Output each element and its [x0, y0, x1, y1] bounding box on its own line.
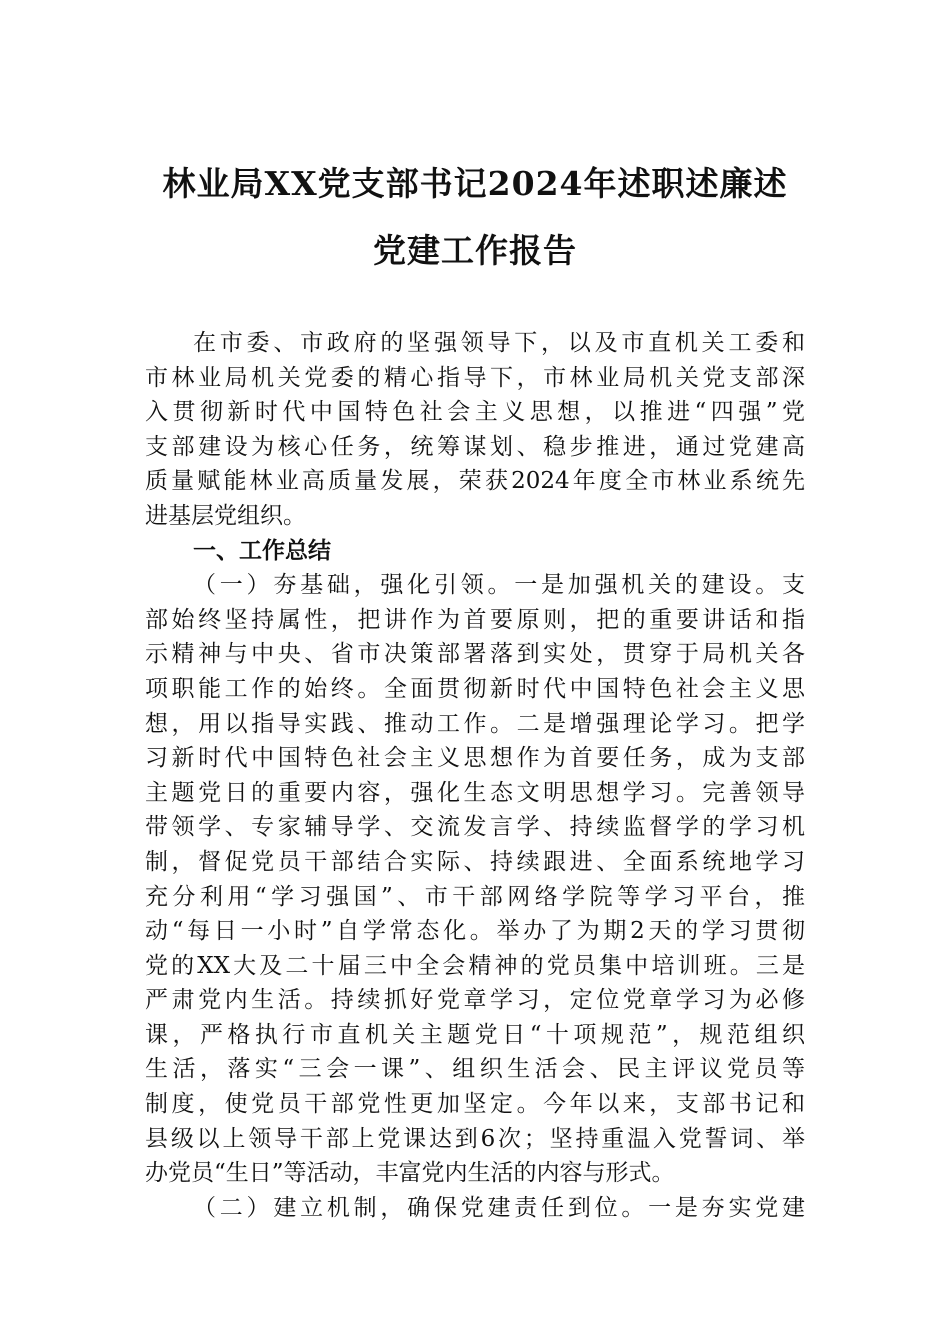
- text-line: 制，督促党员干部结合实际、持续跟进、全面系统地学习: [145, 848, 805, 875]
- paragraph-work-summary-2: [145, 1191, 805, 1226]
- paragraph-work-summary-1: [145, 568, 805, 1191]
- text-line: 县级以上领导干部上党课达到6次；坚持重温入党誓词、举: [145, 1125, 805, 1152]
- text-line: 带领学、专家辅导学、交流发言学、持续监督学的学习机: [145, 814, 805, 841]
- text-line: 项职能工作的始终。全面贯彻新时代中国特色社会主义思: [145, 675, 805, 702]
- text-line: 入贯彻新时代中国特色社会主义思想，以推进“四强”党: [145, 399, 805, 426]
- text-line: 习新时代中国特色社会主义思想作为首要任务，成为支部: [145, 745, 805, 772]
- paragraph-intro: [145, 326, 805, 534]
- text-line: 办党员“生日”等活动，丰富党内生活的内容与形式。: [145, 1160, 675, 1187]
- text-line: （一）夯基础，强化引领。一是加强机关的建设。支: [193, 572, 805, 599]
- text-line: 动“每日一小时”自学常态化。举办了为期2天的学习贯彻: [145, 918, 805, 945]
- text-line: 严肃党内生活。持续抓好党章学习，定位党章学习为必修: [145, 987, 805, 1014]
- section-heading: 一、工作总结: [193, 537, 331, 564]
- text-line: 主题党日的重要内容，强化生态文明思想学习。完善领导: [145, 779, 805, 806]
- text-line: 党的XX大及二十届三中全会精神的党员集中培训班。三是: [145, 952, 805, 979]
- text-line: 进基层党组织。: [145, 502, 306, 529]
- text-line: 想，用以指导实践、推动工作。二是增强理论学习。把学: [145, 710, 805, 737]
- text-line: 在市委、市政府的坚强领导下，以及市直机关工委和: [193, 330, 805, 356]
- text-line: 生活，落实“三会一课”、组织生活会、民主评议党员等: [145, 1056, 805, 1083]
- document-body: [145, 326, 805, 1225]
- text-line: 充分利用“学习强国”、市干部网络学院等学习平台，推: [145, 883, 805, 910]
- text-line: 部始终坚持属性，把讲作为首要原则，把的重要讲话和指: [145, 606, 805, 633]
- text-line: 市林业局机关党委的精心指导下，市林业局机关党支部深: [145, 364, 805, 391]
- text-line: （二）建立机制，确保党建责任到位。一是夯实党建: [193, 1194, 805, 1221]
- text-line: 示精神与中央、省市决策部署落到实处，贯穿于局机关各: [145, 641, 805, 668]
- text-line: 制度，使党员干部党性更加坚定。今年以来，支部书记和: [145, 1091, 805, 1118]
- text-line: 支部建设为核心任务，统筹谋划、稳步推进，通过党建高: [145, 433, 805, 460]
- text-line: 课，严格执行市直机关主题党日“十项规范”，规范组织: [145, 1021, 805, 1048]
- document-title-line-1: 林业局XX党支部书记2024年述职述廉述: [162, 164, 788, 203]
- text-line: 质量赋能林业高质量发展，荣获2024年度全市林业系统先: [145, 468, 805, 495]
- document-title-line-2: 党建工作报告: [373, 231, 577, 270]
